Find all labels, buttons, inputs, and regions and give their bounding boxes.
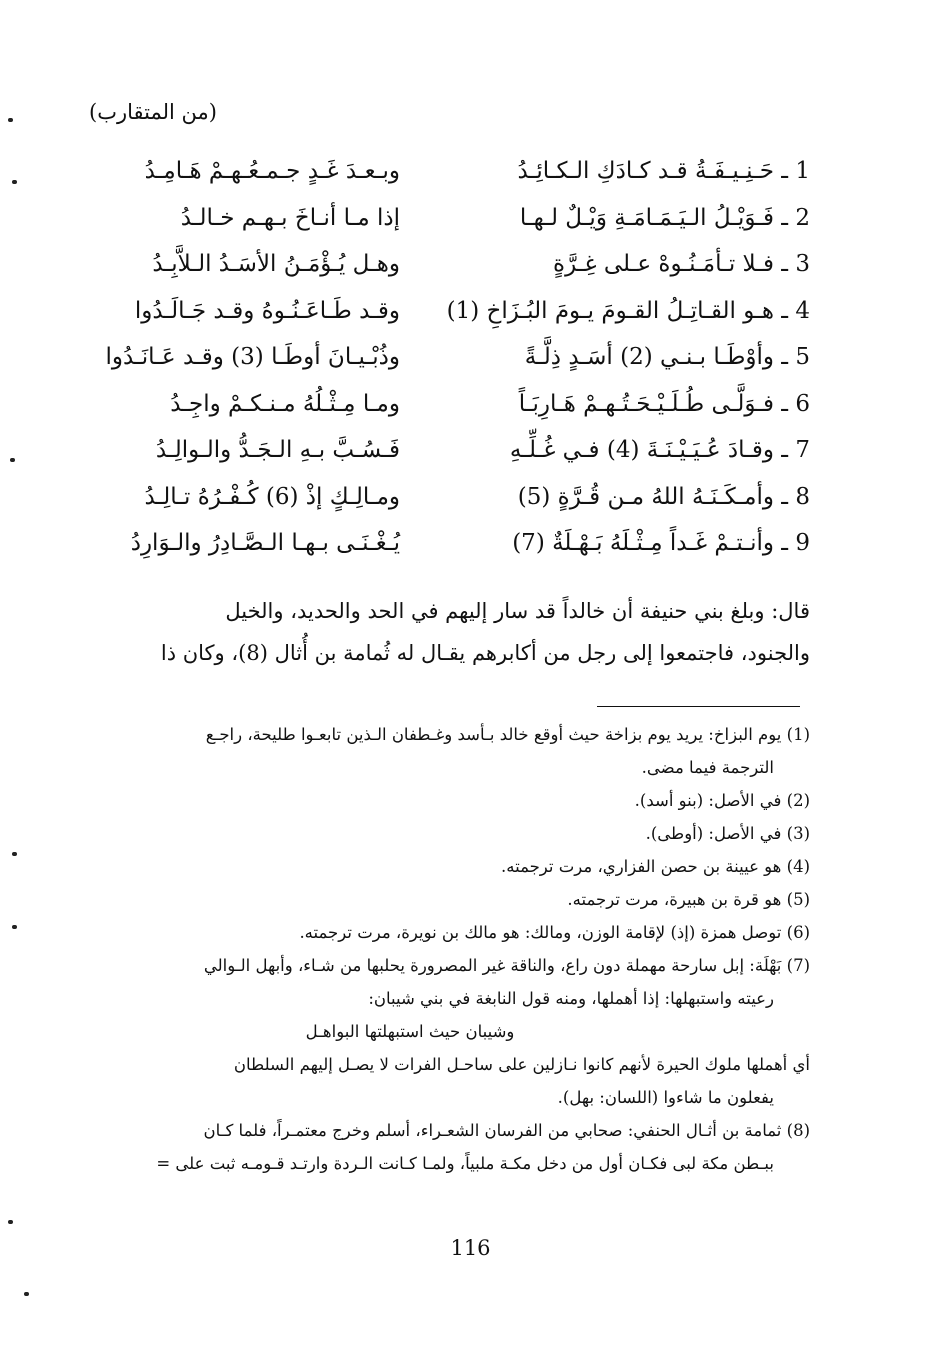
scan-speck <box>10 458 15 462</box>
footnote-continuation: وشيبان حيث استبهلتها البواهـل <box>305 1022 515 1041</box>
verse-line <box>80 530 810 576</box>
footnote: (8) ثمامة بن أثـال الحنفي: صحابي من الفرسان الشعـراء، أسلم وخرج معتمـراً، فلما كـان <box>203 1121 810 1140</box>
verse-first-hemistich: 6 ـ فـوَلَّـى طُـلَـيْـحَـتُـهـمْ هَـارِبَـاً <box>518 390 810 417</box>
footnote-continuation: أي أهملها ملوك الحيرة لأنهم كانوا نـازلين على ساحـل الفرات لا يصـل إليهم السلطان <box>233 1055 810 1074</box>
verse-first-hemistich: 9 ـ وأنـتـمْ غَـداً مِـثْـلَهُ بَـهْـلَةٌ (7) <box>512 530 810 556</box>
page-number: 116 <box>450 1236 491 1260</box>
verse-line <box>80 437 810 483</box>
verse-line <box>80 205 810 251</box>
verse-line <box>80 484 810 530</box>
verse-first-hemistich: 8 ـ وأمـكَـنَـهُ اللهُ مـن قُـرَّةٍ (5) <box>517 483 810 510</box>
verse-first-hemistich: 2 ـ فَـوَيْـلُ الـيَـمَـامَـةِ وَيْـلٌ لـهـا <box>519 204 810 231</box>
verse-first-hemistich: 3 ـ فـلا تـأمَـنُـوهْ عـلى غِـرَّةٍ <box>553 251 810 277</box>
scan-speck <box>12 180 17 184</box>
footnote: (4) هو عيينة بن حصن الفزاري، مرت ترجمته. <box>501 857 810 876</box>
footnote: (1) يوم البزاخ: يريد يوم بزاخة حيث أوقع خالد بـأسد وغـطفان الـذين تابعـوا طليحة، راجـع <box>205 725 810 744</box>
scan-speck <box>8 1220 13 1224</box>
verse-line <box>80 391 810 437</box>
scan-speck <box>24 1292 29 1296</box>
footnotes <box>80 718 810 1180</box>
verse-second-hemistich: فَـسُـبَّ بـهِ الـجَـدُّ والـوالِـدُ <box>155 437 400 463</box>
footnote: (7) بَهْلَة: إبل سارحة مهملة دون راع، والناقة غير المصرورة يحلبها من شـاء، وأبهل الـوالي <box>203 956 810 975</box>
footnote-continuation: ببـطن مكة لبى فكـان أول من دخل مكـة ملبياً، ولمـا كـانت الـردة وارتـد قـومـه ثبت على = <box>156 1154 774 1173</box>
scan-speck <box>12 925 17 929</box>
verse-line <box>80 251 810 297</box>
footnote: (6) توصل همزة (إذ) لإقامة الوزن، ومالك: هو مالك بن نويرة، مرت ترجمته. <box>299 923 810 942</box>
prose-line: والجنود، فاجتمعوا إلى رجل من أكابرهم يقـال له ثُمامة بن أُثال (8)، وكان ذا <box>160 641 810 665</box>
verse-line <box>80 298 810 344</box>
footnote-continuation: رعيته واستبهلها: إذا أهملها، ومنه قول النابغة في بني شيبان: <box>368 989 774 1008</box>
verse-second-hemistich: إذا مـا أنـاخَ بـهـم خـالـدُ <box>180 204 400 231</box>
footnote: (5) هو قرة بن هبيرة، مرت ترجمته. <box>567 890 810 909</box>
scan-speck <box>12 852 17 856</box>
verse-first-hemistich: 1 ـ حَـنِـيـفَـةُ قـد كـادَكِ الـكـائِـدُ <box>517 158 810 184</box>
verse-second-hemistich: وبـعـدَ غَـدٍ جـمـعُـهـمْ هَـامِـدُ <box>144 158 400 184</box>
verse-line <box>80 158 810 204</box>
verse-second-hemistich: وهـل يُـؤْمَـنُ الأسَـدُ الـلاَّبِـدُ <box>152 251 400 277</box>
meter-label: (من المتقارب) <box>89 100 217 124</box>
footnote-continuation: الترجمة فيما مضى. <box>641 758 774 777</box>
verse-first-hemistich: 5 ـ وأوْطَـا بـنـي (2) أسَـدٍ ذِلَّـةً <box>524 344 810 370</box>
verse-second-hemistich: وقـد طَـاعَـنُـوهُ وقـد جَـالَـدُوا <box>134 297 400 324</box>
prose-paragraph <box>80 590 810 674</box>
footnote-continuation: يفعلون ما شاءوا (اللسان: بهل). <box>557 1088 774 1107</box>
verse-second-hemistich: ومـا مِـثْـلُهُ مـنـكـمْ واجِـدُ <box>170 390 400 417</box>
verse-first-hemistich: 4 ـ هـو القـاتِـلُ القـومَ يـومَ البُـزَاخِ (1) <box>446 297 810 324</box>
verse-second-hemistich: ومـالِـكٍ إذْ (6) كُـفْـرُهُ تـالِـدُ <box>144 483 400 510</box>
scan-speck <box>8 118 13 122</box>
verse-second-hemistich: يُـغْـنَـى بـهـا الـصَّـادِرُ والـوَارِدُ <box>130 530 400 556</box>
verse-second-hemistich: وذُبْـيـانَ أوطَـا (3) وقـد عَـانَـدُوا <box>105 344 400 370</box>
footnote-separator <box>597 706 800 707</box>
footnote: (2) في الأصل: (بنو أسد). <box>634 791 810 810</box>
verse-line <box>80 344 810 390</box>
prose-line: قال: وبلغ بني حنيفة أن خالداً قد سار إليهم في الحد والحديد، والخيل <box>225 599 810 623</box>
verse-first-hemistich: 7 ـ وقـادَ عُـيَـيْـنَـةَ (4) فـي غُـلِّـهِ <box>509 437 810 463</box>
footnote: (3) في الأصل: (أوطى). <box>645 824 810 843</box>
